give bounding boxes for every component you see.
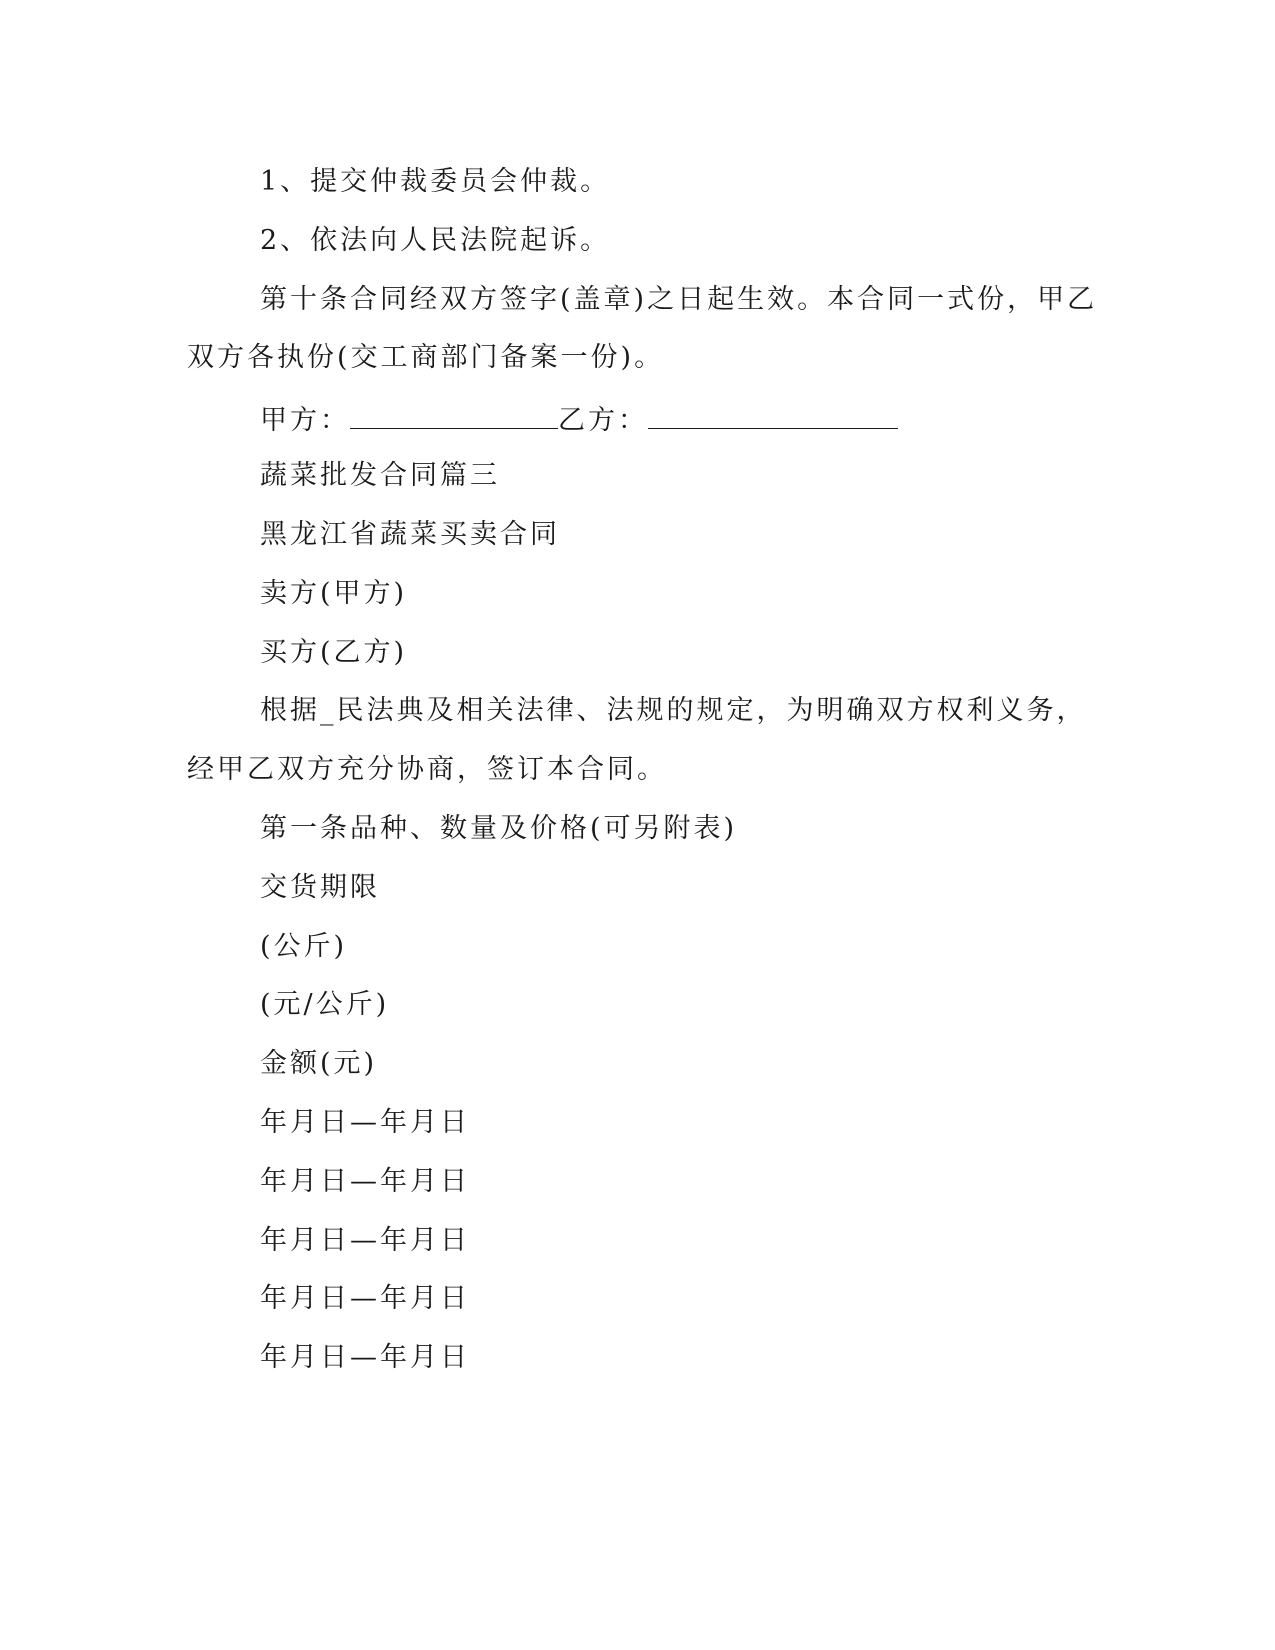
signature-line xyxy=(260,400,898,438)
article-one-heading: 第一条品种、数量及价格(可另附表) xyxy=(260,813,738,844)
party-a-signature-blank xyxy=(350,400,558,429)
table-label-delivery-period: 交货期限 xyxy=(260,872,380,903)
table-label-price-unit: (元/公斤) xyxy=(260,989,390,1020)
section-heading: 蔬菜批发合同篇三 xyxy=(260,460,500,491)
party-b-signature-blank xyxy=(648,400,898,429)
lawsuit-clause: 2、依法向人民法院起诉。 xyxy=(260,225,611,256)
date-range-row: 年月日—年月日 xyxy=(260,1283,470,1314)
arbitration-clause: 1、提交仲裁委员会仲裁。 xyxy=(260,166,611,197)
preamble-line-2: 经甲乙双方充分协商，签订本合同。 xyxy=(187,754,667,785)
seller-label: 卖方(甲方) xyxy=(260,578,408,609)
contract-title: 黑龙江省蔬菜买卖合同 xyxy=(260,519,560,550)
table-label-amount: 金额(元) xyxy=(260,1048,378,1079)
article-ten-line-1: 第十条合同经双方签字(盖章)之日起生效。本合同一式份，甲乙 xyxy=(260,284,1098,315)
date-range-row: 年月日—年月日 xyxy=(260,1107,470,1138)
party-a-label: 甲方： xyxy=(260,405,350,436)
date-range-row: 年月日—年月日 xyxy=(260,1225,470,1256)
table-label-quantity-unit: (公斤) xyxy=(260,931,348,962)
date-range-row: 年月日—年月日 xyxy=(260,1342,470,1373)
article-ten-line-2: 双方各执份(交工商部门备案一份)。 xyxy=(187,342,665,373)
date-range-row: 年月日—年月日 xyxy=(260,1166,470,1197)
preamble-line-1: 根据_民法典及相关法律、法规的规定，为明确双方权利义务， xyxy=(260,695,1087,726)
party-b-label: 乙方： xyxy=(558,405,648,436)
buyer-label: 买方(乙方) xyxy=(260,637,408,668)
